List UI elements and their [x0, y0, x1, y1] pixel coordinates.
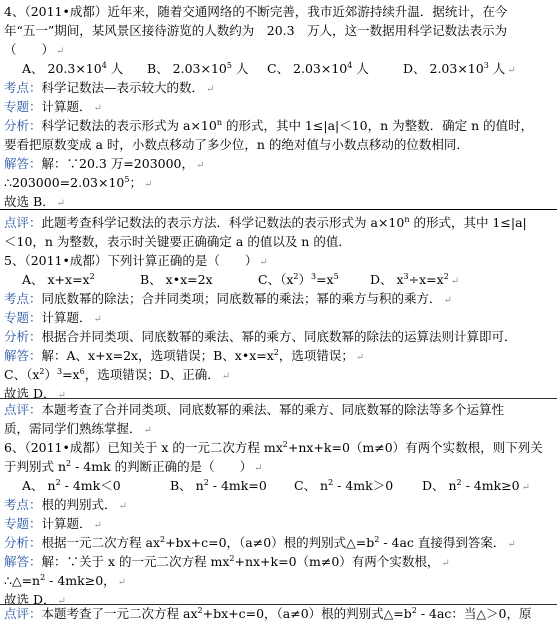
return-mark-icon: ↵	[507, 65, 516, 76]
q6-options	[4, 476, 553, 495]
q6-jieda-line-1: 解答：解：∵关于 x 的一元二次方程 $mx^2+nx+k=0(m\ne 0)$有两个实数根， ↵	[4, 554, 450, 569]
q4-dianping	[4, 213, 553, 251]
q6-kaodian: 考点：根的判别式． ↵	[4, 497, 127, 512]
return-mark-icon: ↵	[443, 295, 452, 306]
dianping-label: 点评：	[4, 402, 42, 417]
q4-jieda-line-2: $\therefore 203000=2.03\times 10^5$； ↵	[4, 175, 153, 190]
q5-jieda-line-1: 解答：解：A、x+x=2x，选项错误；B、$x•x=x^2$，选项错误； ↵	[4, 348, 365, 363]
return-mark-icon: ↵	[507, 539, 516, 550]
return-mark-icon: ↵	[93, 520, 102, 531]
q6-dianping-line-1: 点评：本题考查了一元二次方程 $ax^2+bx+c=0$，（a≠0）根的判别式$\triangle=b^2 - 4ac$：当△＞0，原	[4, 606, 532, 621]
return-mark-icon: ↵	[118, 501, 127, 512]
q6-dianping	[4, 604, 553, 623]
q4-stem-line-1: 4、（2011•成都）近年来，随着交通网络的不断完善，我市近郊游持续升温．据统计，在今	[4, 4, 508, 19]
q5-option-a: A、 $x+x=x^2$	[22, 272, 95, 287]
q4-jieda-line-1: 解答：解：∵20.3 万=203000， ↵	[4, 156, 205, 171]
q5-stem: 5、（2011•成都）下列计算正确的是（ ） ↵	[4, 253, 268, 268]
dianping-label: 点评：	[4, 606, 42, 621]
q4-option-a: A、 $20.3\times 10^4$ 人	[22, 61, 124, 76]
return-mark-icon: ↵	[441, 558, 450, 569]
return-mark-icon: ↵	[254, 463, 263, 474]
q6-zhuanti: 专题：计算题． ↵	[4, 516, 102, 531]
return-mark-icon: ↵	[221, 371, 231, 382]
q6-option-c: C、 $n^2 - 4mk>0$	[294, 478, 394, 493]
return-mark-icon: ↵	[56, 46, 65, 57]
return-mark-icon: ↵	[56, 198, 66, 209]
return-mark-icon: ↵	[57, 390, 66, 401]
q5-dianping-line-1: 点评：本题考查了合并同类项、同底数幂的乘法、幂的乘方、同底数幂的除法等多个运算性	[4, 402, 505, 417]
kaodian-label: 考点：	[4, 80, 42, 95]
q5-option-b: B、 x•x=2x	[140, 272, 213, 287]
dianping-label: 点评：	[4, 215, 42, 230]
q5-dianping-line-2: 质，需同学们熟练掌握． ↵	[4, 421, 152, 436]
return-mark-icon: ↵	[355, 352, 365, 363]
return-mark-icon: ↵	[93, 314, 102, 325]
q6-jieda-line-3: 故选 D． ↵	[4, 592, 66, 607]
q4-options	[4, 59, 553, 78]
jieda-label: 解答：	[4, 554, 42, 569]
q6-option-a: A、 $n^2 - 4mk<0$	[22, 478, 121, 493]
q4-zhuanti: 专题：计算题． ↵	[4, 99, 102, 114]
q4-kaodian: 考点：科学记数法—表示较大的数． ↵	[4, 80, 215, 95]
zhuanti-label: 专题：	[4, 310, 42, 325]
separator-line	[0, 398, 557, 399]
jieda-label: 解答：	[4, 348, 42, 363]
q5-zhuanti: 专题：计算题． ↵	[4, 310, 102, 325]
return-mark-icon: ↵	[206, 84, 215, 95]
zhuanti-label: 专题：	[4, 516, 42, 531]
q6-fenxi: 分析：根据一元二次方程 $ax^2+bx+c=0$，（a≠0）根的判别式$\triangle=b^2 - 4ac$ 直接得到答案． ↵	[4, 535, 516, 550]
return-mark-icon: ↵	[143, 425, 152, 436]
fenxi-label: 分析：	[4, 535, 42, 550]
q5-kaodian: 考点：同底数幂的除法；合并同类项；同底数幂的乘法；幂的乘方与积的乘方． ↵	[4, 291, 452, 306]
q5-jieda-line-2: C、$(x^2)^3=x^6$，选项错误；D、正确． ↵	[4, 367, 231, 382]
q4-option-c: C、 $2.03\times 10^4$ 人	[267, 61, 369, 76]
kaodian-label: 考点：	[4, 497, 42, 512]
separator-line	[0, 209, 557, 210]
return-mark-icon: ↵	[521, 482, 531, 493]
q4-jieda-line-3: 故选 B． ↵	[4, 194, 66, 209]
q5-dianping	[4, 400, 553, 438]
q4-option-b: B、 $2.03\times 10^5$ 人	[147, 61, 249, 76]
fenxi-label: 分析：	[4, 118, 42, 133]
q4-dianping-line-2: ＜10，n 为整数，表示时关键要正确确定 a 的值以及 n 的值．	[4, 234, 351, 249]
q5-option-c: C、$(x^2)^3=x^5$	[258, 272, 339, 287]
q4-dianping-line-1: 点评：此题考查科学记数法的表示方法．科学记数法的表示形式为 $a\times 10^n$ 的形式，其中 1≤|a|	[4, 215, 527, 230]
return-mark-icon: ↵	[143, 179, 153, 190]
q6-option-b: B、 $n^2 - 4mk=0$	[170, 478, 267, 493]
return-mark-icon: ↵	[93, 103, 102, 114]
q6-stem-line-2: 于判别式 $n^2 - 4mk$ 的判断正确的是（ ） ↵	[4, 459, 263, 474]
q4-fenxi-line-2: 要看把原数变成 a 时，小数点移动了多少位，n 的绝对值与小数点移动的位数相同．	[4, 137, 469, 152]
question-6	[4, 438, 553, 609]
kaodian-label: 考点：	[4, 291, 42, 306]
return-mark-icon: ↵	[450, 276, 460, 287]
return-mark-icon: ↵	[196, 160, 205, 171]
q4-fenxi-line-1: 分析：科学记数法的表示形式为 $a\times 10^n$ 的形式，其中 1≤|a|＜10，n 为整数．确定 n 的值时，	[4, 118, 534, 133]
question-4	[4, 2, 553, 211]
q5-fenxi: 分析：根据合并同类项、同底数幂的乘法、幂的乘方、同底数幂的除法的运算法则计算即可．	[4, 329, 517, 344]
q5-option-d: D、 $x^3\div x=x^2$	[370, 272, 449, 287]
q5-jieda-line-3: 故选 D． ↵	[4, 386, 66, 401]
zhuanti-label: 专题：	[4, 99, 42, 114]
fenxi-label: 分析：	[4, 329, 42, 344]
q6-stem-line-1: 6、（2011•成都）已知关于 x 的一元二次方程 $mx^2+nx+k=0(m\ne 0)$有两个实数根，则下列关	[4, 440, 543, 455]
q4-stem-line-3: （ ） ↵	[4, 42, 65, 57]
jieda-label: 解答：	[4, 156, 42, 171]
q6-option-d: D、 $n^2 - 4mk\ge 0$	[422, 478, 520, 493]
q4-stem-line-2: 年“五一”期间，某风景区接待游览的人数约为 20.3 万人，这一数据用科学记数法表示为	[4, 23, 508, 38]
q5-options	[4, 270, 553, 289]
return-mark-icon: ↵	[259, 257, 268, 268]
q6-jieda-line-2: $\therefore\triangle=n^2 - 4mk\ge 0$， ↵	[4, 573, 127, 588]
return-mark-icon: ↵	[117, 577, 127, 588]
question-5	[4, 251, 553, 403]
q4-option-d: D、 $2.03\times 10^3$ 人	[403, 61, 506, 76]
return-mark-icon: ↵	[57, 596, 66, 607]
